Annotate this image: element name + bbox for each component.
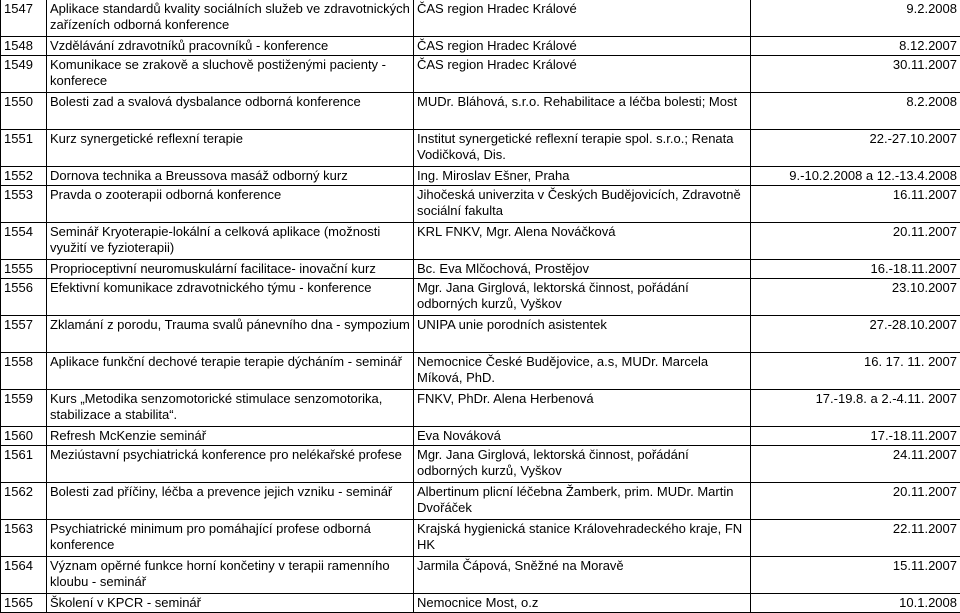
- course-date: 16.-18.11.2007: [751, 260, 960, 279]
- organizer: UNIPA unie porodních asistentek: [414, 316, 751, 353]
- course-date: 9.-10.2.2008 a 12.-13.4.2008: [751, 167, 960, 186]
- course-name: Význam opěrné funkce horní končetiny v terapii ramenního kloubu - seminář: [47, 557, 414, 594]
- organizer: Institut synergetické reflexní terapie spol. s.r.o.; Renata Vodičková, Dis.: [414, 130, 751, 167]
- table-row: [1, 390, 960, 427]
- course-name: Pravda o zooterapii odborná konference: [47, 186, 414, 223]
- course-date: 8.2.2008: [751, 93, 960, 130]
- course-date: 17.-19.8. a 2.-4.11. 2007: [751, 390, 960, 427]
- course-name: Efektivní komunikace zdravotnického týmu - konference: [47, 279, 414, 316]
- course-name: Refresh McKenzie seminář: [47, 427, 414, 446]
- course-date: 30.11.2007: [751, 56, 960, 93]
- table-row: [1, 56, 960, 93]
- row-number: 1561: [1, 446, 47, 483]
- table-row: [1, 483, 960, 520]
- table-row: [1, 427, 960, 446]
- organizer: Mgr. Jana Girglová, lektorská činnost, pořádání odborných kurzů, Vyškov: [414, 279, 751, 316]
- table-row: [1, 167, 960, 186]
- organizer: Bc. Eva Mlčochová, Prostějov: [414, 260, 751, 279]
- course-date: 20.11.2007: [751, 223, 960, 260]
- course-name: Kurz synergetické reflexní terapie: [47, 130, 414, 167]
- organizer: Krajská hygienická stanice Královehradeckého kraje, FN HK: [414, 520, 751, 557]
- row-number: 1564: [1, 557, 47, 594]
- table-row: [1, 353, 960, 390]
- course-name: Meziústavní psychiatrická konference pro nelékařské profese: [47, 446, 414, 483]
- row-number: 1559: [1, 390, 47, 427]
- table-row: [1, 130, 960, 167]
- course-date: 15.11.2007: [751, 557, 960, 594]
- course-name: Dornova technika a Breussova masáž odborný kurz: [47, 167, 414, 186]
- course-name: Školení v KPCR - seminář: [47, 594, 414, 613]
- table-row: [1, 446, 960, 483]
- organizer: ČAS region Hradec Králové: [414, 0, 751, 37]
- row-number: 1553: [1, 186, 47, 223]
- course-date: 8.12.2007: [751, 37, 960, 56]
- course-date: 10.1.2008: [751, 594, 960, 613]
- table-row: [1, 37, 960, 56]
- table-row: [1, 260, 960, 279]
- course-date: 23.10.2007: [751, 279, 960, 316]
- course-name: Kurs „Metodika senzomotorické stimulace senzomotorika, stabilizace a stabilita“.: [47, 390, 414, 427]
- row-number: 1551: [1, 130, 47, 167]
- table-row: [1, 557, 960, 594]
- table-row: [1, 186, 960, 223]
- organizer: Jarmila Čápová, Sněžné na Moravě: [414, 557, 751, 594]
- row-number: 1556: [1, 279, 47, 316]
- course-date: 17.-18.11.2007: [751, 427, 960, 446]
- course-name: Aplikace funkční dechové terapie terapie dýcháním - seminář: [47, 353, 414, 390]
- course-date: 27.-28.10.2007: [751, 316, 960, 353]
- course-date: 16.11.2007: [751, 186, 960, 223]
- table-row: [1, 594, 960, 613]
- row-number: 1563: [1, 520, 47, 557]
- course-name: Psychiatrické minimum pro pomáhající profese odborná konference: [47, 520, 414, 557]
- course-name: Vzdělávání zdravotníků pracovníků - konference: [47, 37, 414, 56]
- row-number: 1560: [1, 427, 47, 446]
- organizer: Ing. Miroslav Ešner, Praha: [414, 167, 751, 186]
- row-number: 1558: [1, 353, 47, 390]
- table-row: [1, 0, 960, 37]
- organizer: Nemocnice Most, o.z: [414, 594, 751, 613]
- organizer: Mgr. Jana Girglová, lektorská činnost, pořádání odborných kurzů, Vyškov: [414, 446, 751, 483]
- row-number: 1552: [1, 167, 47, 186]
- organizer: KRL FNKV, Mgr. Alena Nováčková: [414, 223, 751, 260]
- course-name: Aplikace standardů kvality sociálních služeb ve zdravotnických zařízeních odborná konference: [47, 0, 414, 37]
- organizer: FNKV, PhDr. Alena Herbenová: [414, 390, 751, 427]
- row-number: 1555: [1, 260, 47, 279]
- course-date: 16. 17. 11. 2007: [751, 353, 960, 390]
- course-date: 22.-27.10.2007: [751, 130, 960, 167]
- course-name: Bolesti zad a svalová dysbalance odborná konference: [47, 93, 414, 130]
- organizer: Jihočeská univerzita v Českých Budějovicích, Zdravotně sociální fakulta: [414, 186, 751, 223]
- course-name: Seminář Kryoterapie-lokální a celková aplikace (možnosti využití ve fyzioterapii): [47, 223, 414, 260]
- organizer: MUDr. Bláhová, s.r.o. Rehabilitace a léčba bolesti; Most: [414, 93, 751, 130]
- table-row: [1, 316, 960, 353]
- organizer: ČAS region Hradec Králové: [414, 56, 751, 93]
- organizer: Albertinum plicní léčebna Žamberk, prim. MUDr. Martin Dvořáček: [414, 483, 751, 520]
- organizer: Nemocnice České Budějovice, a.s, MUDr. Marcela Míková, PhD.: [414, 353, 751, 390]
- row-number: 1565: [1, 594, 47, 613]
- row-number: 1547: [1, 0, 47, 37]
- table-row: [1, 223, 960, 260]
- row-number: 1550: [1, 93, 47, 130]
- row-number: 1554: [1, 223, 47, 260]
- course-date: 22.11.2007: [751, 520, 960, 557]
- row-number: 1548: [1, 37, 47, 56]
- table-row: [1, 520, 960, 557]
- table-row: [1, 279, 960, 316]
- organizer: Eva Nováková: [414, 427, 751, 446]
- course-name: Komunikace se zrakově a sluchově postiženými pacienty - konferece: [47, 56, 414, 93]
- organizer: ČAS region Hradec Králové: [414, 37, 751, 56]
- course-date: 9.2.2008: [751, 0, 960, 37]
- course-name: Zklamání z porodu, Trauma svalů pánevního dna - sympozium: [47, 316, 414, 353]
- row-number: 1557: [1, 316, 47, 353]
- course-name: Bolesti zad příčiny, léčba a prevence jejich vzniku - seminář: [47, 483, 414, 520]
- course-date: 20.11.2007: [751, 483, 960, 520]
- course-name: Proprioceptivní neuromuskulární facilitace- inovační kurz: [47, 260, 414, 279]
- table-row: [1, 93, 960, 130]
- row-number: 1562: [1, 483, 47, 520]
- course-date: 24.11.2007: [751, 446, 960, 483]
- row-number: 1549: [1, 56, 47, 93]
